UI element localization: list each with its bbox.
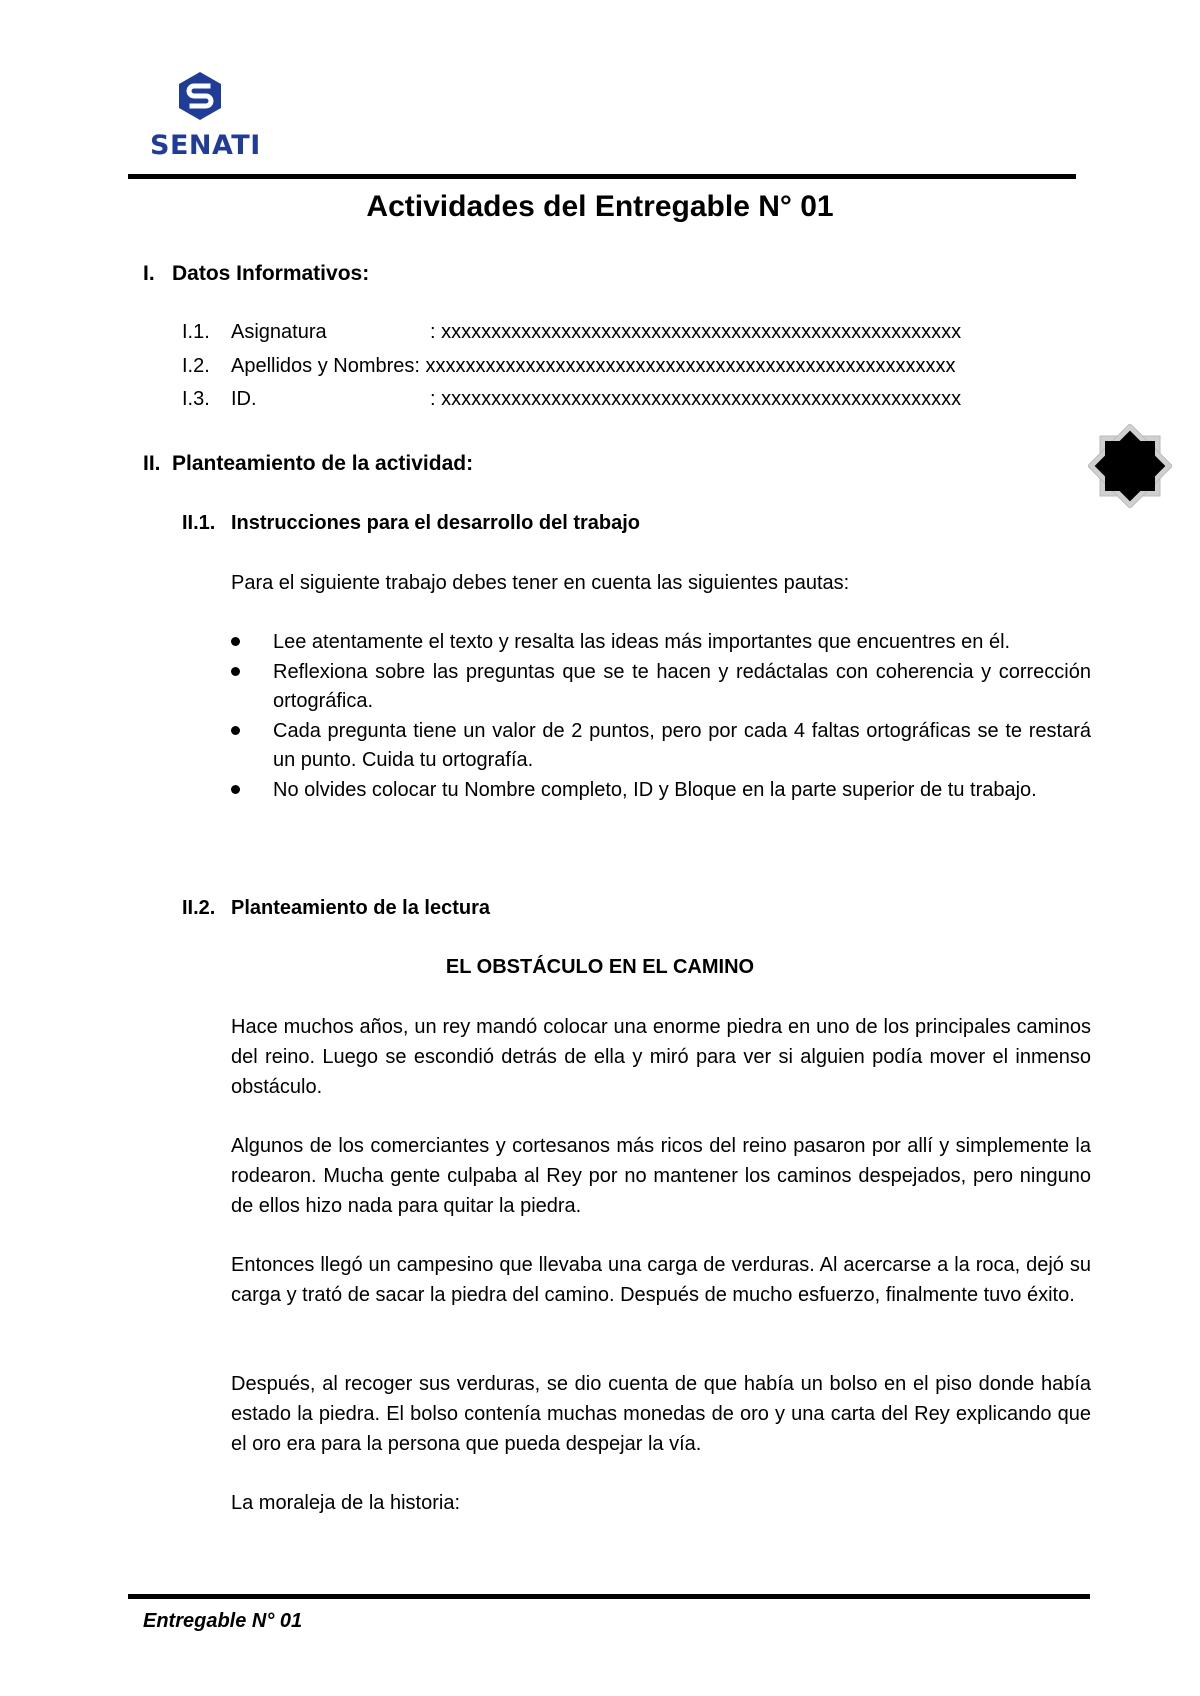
senati-logo — [150, 70, 261, 161]
field-value-id: xxxxxxxxxxxxxxxxxxxxxxxxxxxxxxxxxxxxxxxxxxxxxxxxxxxx — [441, 388, 962, 410]
story-paragraph: Entonces llegó un campesino que llevaba una carga de verduras. Al acercarse a la roca, dejó su carga y trató de sacar la piedra del camino. Después de mucho esfuerzo, finalmente tuvo éxito. — [231, 1254, 1091, 1306]
section-1-heading: I. Datos Informativos: — [143, 262, 370, 285]
story-title: EL OBSTÁCULO EN EL CAMINO — [445, 956, 755, 978]
field-row: I.2. Apellidos y Nombres: xxxxxxxxxxxxxxxxxxxxxxxxxxxxxxxxxxxxxxxxxxxxxxxxxxxxx — [182, 355, 956, 377]
field-value-asignatura: xxxxxxxxxxxxxxxxxxxxxxxxxxxxxxxxxxxxxxxxxxxxxxxxxxxx — [441, 321, 962, 343]
eight-point-star-icon — [1088, 424, 1172, 508]
list-item: Reflexiona sobre las preguntas que se te hacen y redáctalas con coherencia y corrección ortográfica. — [231, 658, 1091, 717]
section-2-heading: II. Planteamiento de la actividad: — [143, 452, 474, 475]
field-row: I.3. ID. : xxxxxxxxxxxxxxxxxxxxxxxxxxxxxxxxxxxxxxxxxxxxxxxxxxxx — [182, 388, 962, 410]
field-value-nombres: xxxxxxxxxxxxxxxxxxxxxxxxxxxxxxxxxxxxxxxxxxxxxxxxxxxxx — [425, 355, 956, 377]
footer-rule — [128, 1594, 1090, 1599]
page-title: Actividades del Entregable N° 01 — [366, 190, 834, 223]
story-paragraph: La moraleja de la historia: — [231, 1492, 461, 1514]
instructions-intro: Para el siguiente trabajo debes tener en cuenta las siguientes pautas: — [231, 572, 850, 594]
list-item: Cada pregunta tiene un valor de 2 puntos, pero por cada 4 faltas ortográficas se te restará un punto. Cuida tu ortografía. — [231, 717, 1091, 776]
subsection-2-1-heading: II.1. Instrucciones para el desarrollo del trabajo — [182, 512, 641, 534]
bullet-icon — [231, 667, 240, 676]
logo-text: SENATI — [150, 130, 261, 161]
header-rule — [128, 174, 1076, 179]
field-row: I.1. Asignatura : xxxxxxxxxxxxxxxxxxxxxxxxxxxxxxxxxxxxxxxxxxxxxxxxxxxx — [182, 321, 962, 343]
bullet-icon — [231, 785, 240, 794]
bullet-icon — [231, 726, 240, 735]
senati-logo-icon — [175, 70, 225, 122]
page-footer: Entregable N° 01 — [143, 1610, 303, 1632]
subsection-2-2-heading: II.2. Planteamiento de la lectura — [182, 897, 490, 919]
story-paragraph: Después, al recoger sus verduras, se dio cuenta de que había un bolso en el piso donde había estado la piedra. El bolso contenía muchas monedas de oro y una carta del Rey explicando que el oro era para la persona que pueda despejar la vía. — [231, 1373, 1091, 1455]
instructions-list — [231, 628, 1091, 805]
story-paragraph: Algunos de los comerciantes y cortesanos más ricos del reino pasaron por allí y simplemente la rodearon. Mucha gente culpaba al Rey por no mantener los caminos despejados, pero ninguno de ellos hizo nada para quitar la piedra. — [231, 1135, 1091, 1217]
story-paragraph: Hace muchos años, un rey mandó colocar una enorme piedra en uno de los principales caminos del reino. Luego se escondió detrás de ella y miró para ver si alguien podía mover el inmenso obstáculo. — [231, 1016, 1091, 1098]
bullet-icon — [231, 637, 240, 646]
list-item: Lee atentamente el texto y resalta las ideas más importantes que encuentres en él. — [231, 628, 1091, 658]
list-item: No olvides colocar tu Nombre completo, ID y Bloque en la parte superior de tu trabajo. — [231, 776, 1091, 806]
